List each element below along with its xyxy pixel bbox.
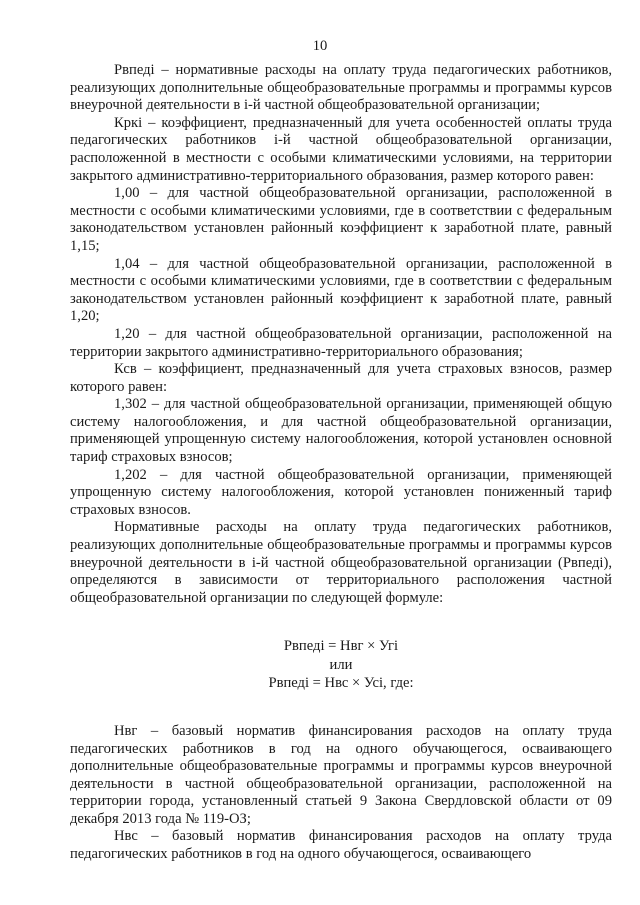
paragraph-ksv-value-1-302: 1,302 – для частной общеобразовательной организации, применяющей общую систему налогообложения, и для частной общеобразовательной организации, применяющей упрощенную систему налогообложения, которой установлен основной тариф страховых взносов; <box>70 396 612 466</box>
page-number: 10 <box>312 38 328 54</box>
paragraph-formula-intro: Нормативные расходы на оплату труда педагогических работников, реализующих дополнительные общеобразовательные программы и программы курсов внеурочной деятельности в i-й частной общеобразовательной организации (Рвпедi), определяются в зависимости от территориального расположения частной общеобразовательной организации по следующей формуле: <box>70 519 612 606</box>
paragraph-nvs-definition: Нвс – базовый норматив финансирования расходов на оплату труда педагогических работников в год на одного обучающегося, осваивающего <box>70 828 612 863</box>
paragraph-ksv-definition: Ксв – коэффициент, предназначенный для учета страховых взносов, размер которого равен: <box>70 361 612 395</box>
formula-line-urban: Рвпедi = Нвг × Угi <box>283 638 399 655</box>
paragraph-krk-definition: Кркi – коэффициент, предназначенный для учета особенностей оплаты труда педагогических работников i-й частной общеобразовательной организации, расположенной в местности с особыми климатическими условиями, на территории закрытого административно-территориального образования, размер которого равен: <box>70 114 612 184</box>
formula-line-rural: Рвпедi = Нвс × Усi, где: <box>268 675 414 692</box>
paragraph-ksv-value-1-202: 1,202 – для частной общеобразовательной организации, применяющей упрощенную систему налогообложения, которой установлен пониженный тариф страховых взносов. <box>70 466 612 518</box>
paragraph-krk-value-1-00: 1,00 – для частной общеобразовательной организации, расположенной в местности с особыми климатическими условиями, где в соответствии с федеральным законодательством установлен районный коэффициент к заработной плате, равный 1,15; <box>70 185 612 254</box>
document-body <box>70 62 612 864</box>
paragraph-krk-value-1-20: 1,20 – для частной общеобразовательной организации, расположенной на территории закрытого административно-территориального образования; <box>70 325 612 360</box>
paragraph-krk-value-1-04: 1,04 – для частной общеобразовательной организации, расположенной в местности с особыми климатическими условиями, где в соответствии с федеральным законодательством установлен районный коэффициент к заработной плате, равный 1,20; <box>70 255 612 325</box>
paragraph-nvg-definition: Нвг – базовый норматив финансирования расходов на оплату труда педагогических работников в год на одного обучающегося, осваивающего дополнительные общеобразовательные программы и программы курсов внеурочной деятельности в частной общеобразовательной организации, расположенной на территории города, установленный статьей 9 Закона Свердловской области от 09 декабря 2013 года № 119-ОЗ; <box>70 722 612 827</box>
formula-line-or: или <box>329 656 353 673</box>
formula-block <box>70 637 612 693</box>
paragraph-rvped-definition: Рвпедi – нормативные расходы на оплату труда педагогических работников, реализующих дополнительные общеобразовательные программы и программы курсов внеурочной деятельности в i-й частной общеобразовательной организации; <box>70 62 612 114</box>
